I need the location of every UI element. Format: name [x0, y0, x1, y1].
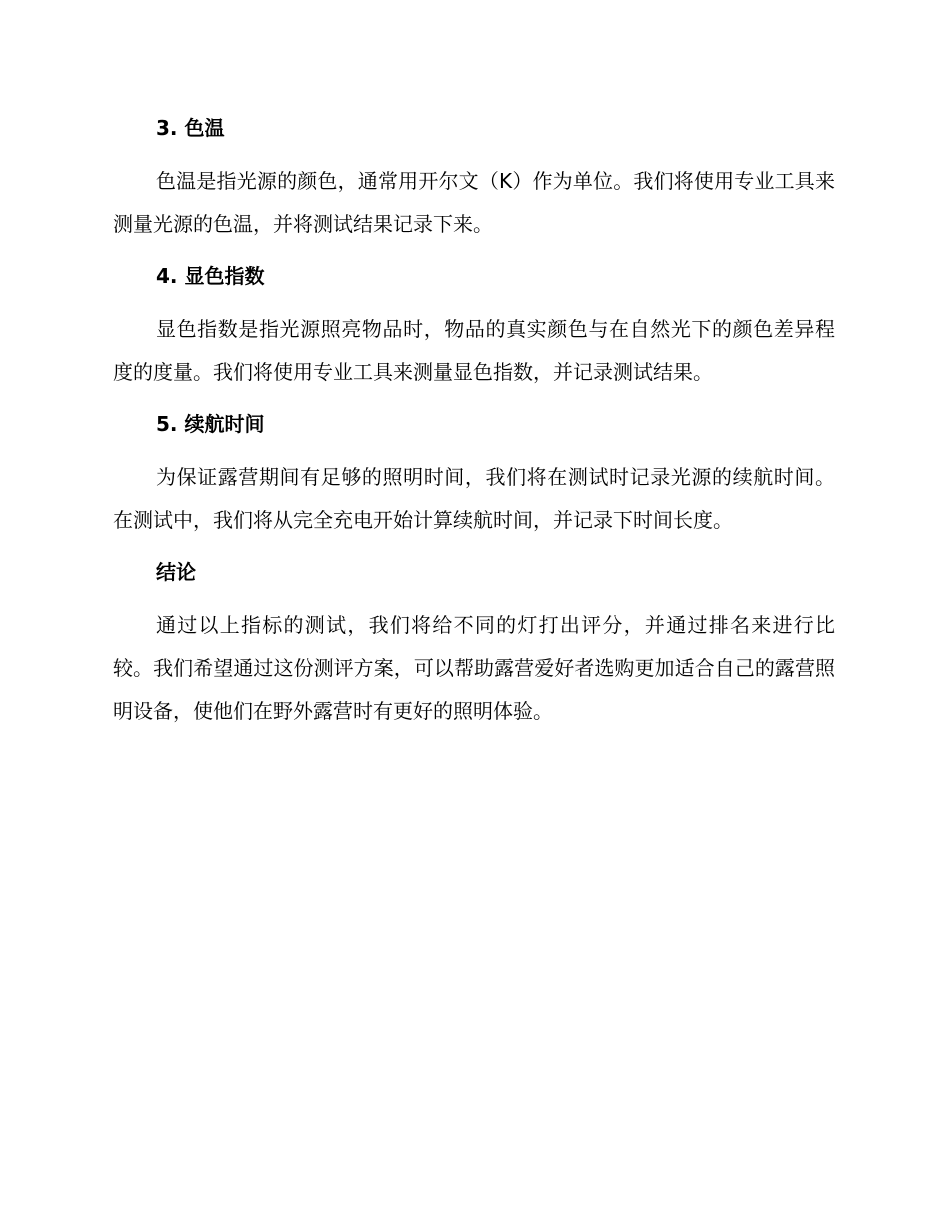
section-paragraph: 为保证露营期间有足够的照明时间，我们将在测试时记录光源的续航时间。在测试中，我们将从完全充电开始计算续航时间，并记录下时间长度。: [113, 465, 835, 532]
section-heading: 4. 显色指数: [156, 264, 265, 288]
section-heading: 3. 色温: [156, 116, 225, 140]
section-heading: 5. 续航时间: [156, 412, 265, 436]
section-paragraph: 显色指数是指光源照亮物品时，物品的真实颜色与在自然光下的颜色差异程度的度量。我们将使用专业工具来测量显色指数，并记录测试结果。: [113, 317, 835, 384]
section-paragraph: 通过以上指标的测试，我们将给不同的灯打出评分，并通过排名来进行比较。我们希望通过这份测评方案，可以帮助露营爱好者选购更加适合自己的露营照明设备，使他们在野外露营时有更好的照明体验。: [113, 613, 835, 723]
section-color-rendering-index: [113, 258, 835, 394]
section-color-temperature: [113, 110, 835, 246]
document-body: [113, 110, 835, 745]
section-paragraph: 色温是指光源的颜色，通常用开尔文（K）作为单位。我们将使用专业工具来测量光源的色温，并将测试结果记录下来。: [113, 169, 835, 236]
section-battery-life: [113, 406, 835, 542]
section-conclusion: [113, 554, 835, 733]
section-heading: 结论: [156, 560, 196, 584]
